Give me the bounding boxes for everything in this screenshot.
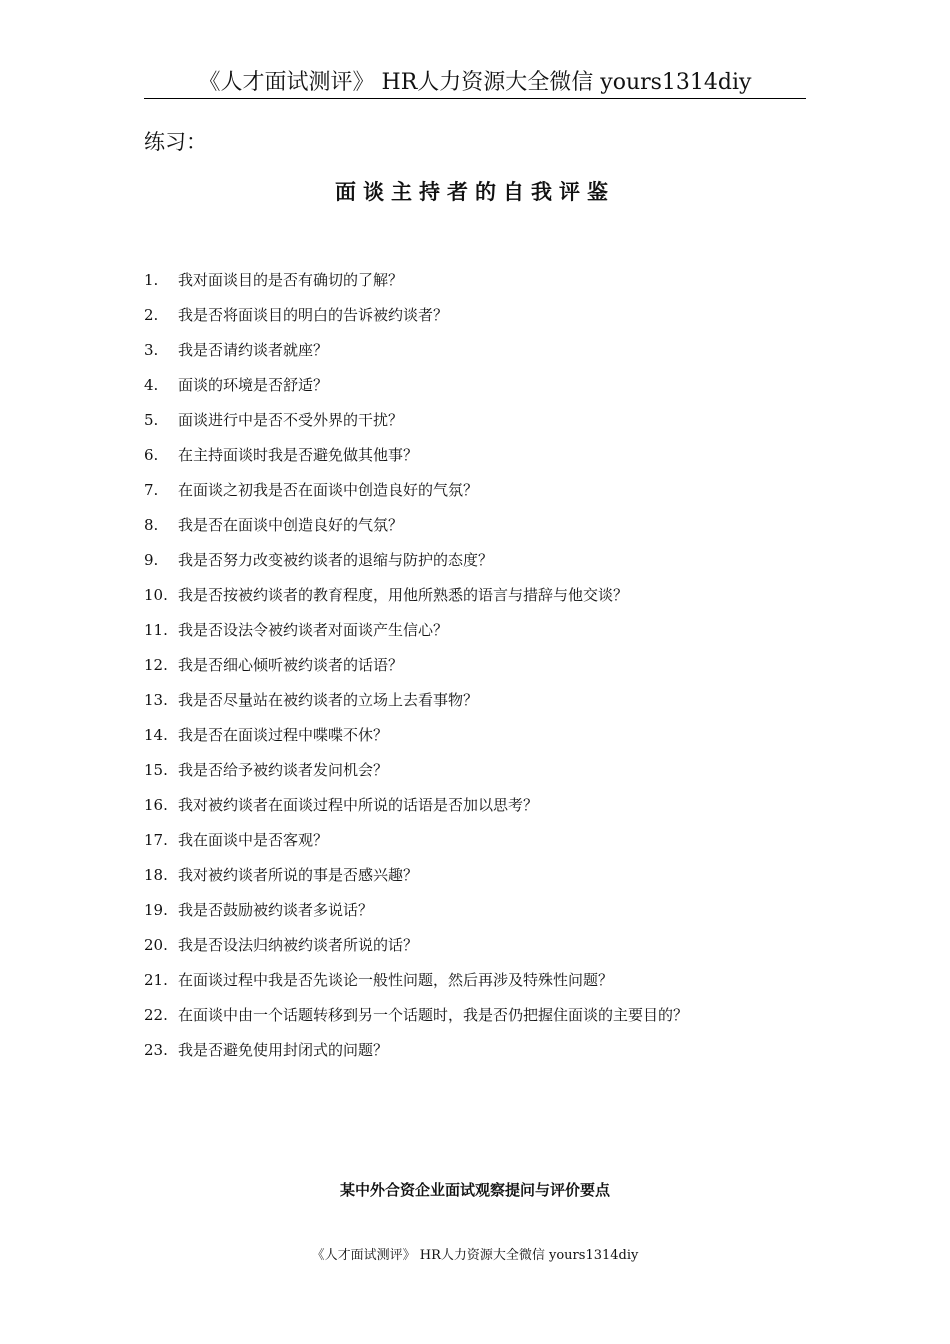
question-item — [144, 822, 824, 857]
page-footer: 《人才面试测评》 HR人力资源大全微信 yours1314diy — [311, 1248, 639, 1263]
header-divider — [144, 98, 806, 99]
question-number: 15. — [144, 760, 168, 779]
question-number: 10. — [144, 585, 168, 604]
question-number: 11. — [144, 620, 168, 639]
question-number: 5. — [144, 410, 159, 429]
question-item — [144, 612, 824, 647]
question-number: 8. — [144, 515, 159, 534]
question-text: 我在面谈中是否客观？ — [178, 831, 329, 849]
question-number: 20. — [144, 935, 168, 954]
question-number: 7. — [144, 480, 159, 499]
question-number: 2. — [144, 305, 159, 324]
question-number: 22. — [144, 1005, 168, 1024]
question-text: 我是否给予被约谈者发问机会？ — [178, 761, 389, 779]
question-number: 13. — [144, 690, 168, 709]
question-item — [144, 752, 824, 787]
question-text: 我是否在面谈中创造良好的气氛？ — [178, 516, 404, 534]
question-text: 我对面谈目的是否有确切的了解？ — [178, 271, 404, 289]
question-text: 在面谈过程中我是否先谈论一般性问题，然后再涉及特殊性问题？ — [178, 971, 614, 989]
practice-label: 练习： — [144, 130, 207, 154]
question-number: 12. — [144, 655, 168, 674]
question-text: 我是否设法归纳被约谈者所说的话？ — [178, 936, 419, 954]
question-number: 3. — [144, 340, 159, 359]
question-item — [144, 647, 824, 682]
question-text: 我是否细心倾听被约谈者的话语？ — [178, 656, 404, 674]
question-number: 19. — [144, 900, 168, 919]
question-item — [144, 367, 824, 402]
question-text: 在面谈中由一个话题转移到另一个话题时，我是否仍把握住面谈的主要目的？ — [178, 1006, 689, 1024]
question-item — [144, 962, 824, 997]
question-text: 我对被约谈者所说的事是否感兴趣？ — [178, 866, 419, 884]
question-number: 1. — [144, 270, 159, 289]
question-text: 我是否鼓励被约谈者多说话？ — [178, 901, 374, 919]
question-item — [144, 1032, 824, 1067]
question-text: 我是否尽量站在被约谈者的立场上去看事物？ — [178, 691, 479, 709]
question-text: 我是否避免使用封闭式的问题？ — [178, 1041, 389, 1059]
question-text: 我是否设法令被约谈者对面谈产生信心？ — [178, 621, 449, 639]
question-number: 9. — [144, 550, 159, 569]
question-text: 我是否按被约谈者的教育程度，用他所熟悉的语言与措辞与他交谈？ — [178, 586, 629, 604]
question-item — [144, 682, 824, 717]
question-item — [144, 472, 824, 507]
question-item — [144, 997, 824, 1032]
question-number: 18. — [144, 865, 168, 884]
document-title: 面谈主持者的自我评鉴 — [335, 180, 615, 204]
question-item — [144, 297, 824, 332]
question-number: 6. — [144, 445, 159, 464]
question-list — [144, 262, 824, 1067]
question-text: 面谈进行中是否不受外界的干扰？ — [178, 411, 404, 429]
question-number: 14. — [144, 725, 168, 744]
question-text: 我是否在面谈过程中喋喋不休？ — [178, 726, 389, 744]
section-heading: 某中外合资企业面试观察提问与评价要点 — [339, 1181, 610, 1199]
question-text: 我对被约谈者在面谈过程中所说的话语是否加以思考？ — [178, 796, 539, 814]
question-text: 在主持面谈时我是否避免做其他事？ — [178, 446, 419, 464]
question-number: 21. — [144, 970, 168, 989]
question-item — [144, 577, 824, 612]
question-item — [144, 892, 824, 927]
question-text: 在面谈之初我是否在面谈中创造良好的气氛？ — [178, 481, 479, 499]
question-item — [144, 927, 824, 962]
question-item — [144, 437, 824, 472]
question-item — [144, 717, 824, 752]
page-header: 《人才面试测评》 HR人力资源大全微信 yours1314diy — [198, 70, 752, 95]
question-item — [144, 542, 824, 577]
question-number: 4. — [144, 375, 159, 394]
question-item — [144, 507, 824, 542]
question-item — [144, 787, 824, 822]
question-item — [144, 857, 824, 892]
question-item — [144, 262, 824, 297]
question-text: 面谈的环境是否舒适？ — [178, 376, 329, 394]
question-number: 23. — [144, 1040, 168, 1059]
question-text: 我是否将面谈目的明白的告诉被约谈者？ — [178, 306, 449, 324]
question-text: 我是否努力改变被约谈者的退缩与防护的态度？ — [178, 551, 494, 569]
question-number: 17. — [144, 830, 168, 849]
question-item — [144, 332, 824, 367]
question-number: 16. — [144, 795, 168, 814]
question-text: 我是否请约谈者就座？ — [178, 341, 329, 359]
question-item — [144, 402, 824, 437]
